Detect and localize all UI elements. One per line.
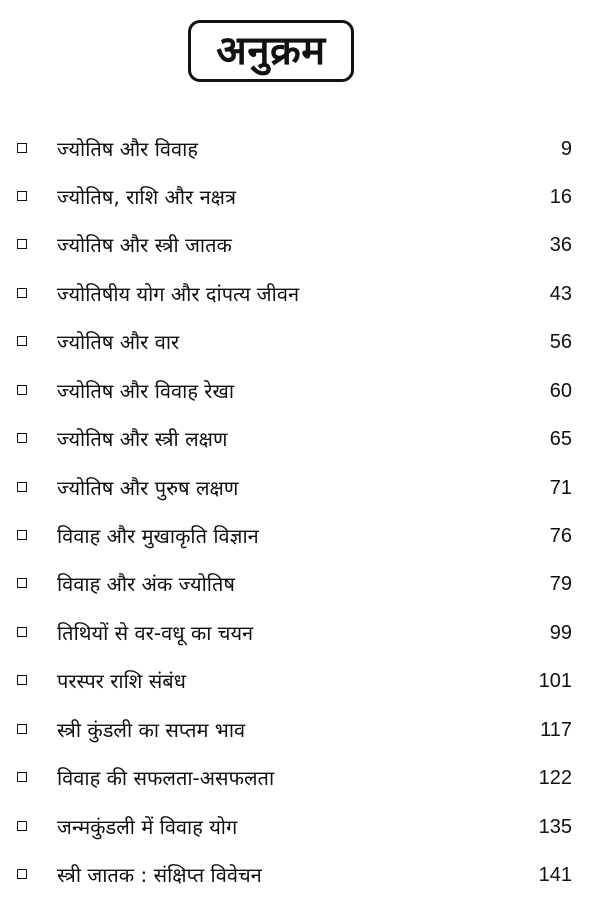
- toc-entry-page: 36: [549, 234, 572, 256]
- checkbox-bullet-icon: [17, 675, 27, 685]
- toc-entry-title: विवाह और अंक ज्योतिष: [57, 572, 235, 596]
- checkbox-bullet-icon: [17, 433, 27, 443]
- checkbox-bullet-icon: [17, 627, 27, 637]
- toc-entry[interactable]: [0, 471, 600, 505]
- toc-entry-title: ज्योतिष और स्त्री जातक: [57, 233, 232, 257]
- toc-entry-title: विवाह की सफलता-असफलता: [57, 766, 275, 790]
- toc-entry[interactable]: [0, 761, 600, 795]
- toc-entry-page: 99: [549, 622, 572, 644]
- checkbox-bullet-icon: [17, 191, 27, 201]
- checkbox-bullet-icon: [17, 288, 27, 298]
- checkbox-bullet-icon: [17, 869, 27, 879]
- toc-entry[interactable]: [0, 616, 600, 650]
- toc-entry[interactable]: [0, 180, 600, 214]
- toc-entry-page: 65: [549, 428, 572, 450]
- toc-entry[interactable]: [0, 519, 600, 553]
- toc-entry[interactable]: [0, 422, 600, 456]
- toc-entry[interactable]: [0, 277, 600, 311]
- toc-entry[interactable]: [0, 567, 600, 601]
- checkbox-bullet-icon: [17, 772, 27, 782]
- toc-entry-title: ज्योतिष और वार: [57, 330, 180, 354]
- toc-entry-page: 71: [549, 477, 572, 499]
- toc-entry[interactable]: [0, 374, 600, 408]
- toc-entry-page: 122: [538, 767, 572, 789]
- checkbox-bullet-icon: [17, 385, 27, 395]
- toc-entry-title: विवाह और मुखाकृति विज्ञान: [57, 524, 259, 548]
- contents-heading: अनुक्रम: [216, 28, 326, 74]
- toc-entry-title: जन्मकुंडली में विवाह योग: [57, 815, 238, 839]
- toc-entry[interactable]: [0, 858, 600, 892]
- toc-entry[interactable]: [0, 713, 600, 747]
- toc-entry-title: ज्योतिष, राशि और नक्षत्र: [57, 185, 237, 209]
- toc-entry-title: तिथियों से वर-वधू का चयन: [57, 621, 254, 645]
- toc-entry-title: स्त्री जातक : संक्षिप्त विवेचन: [57, 863, 262, 887]
- toc-entry-title: परस्पर राशि संबंध: [57, 669, 186, 693]
- checkbox-bullet-icon: [17, 239, 27, 249]
- toc-entry[interactable]: [0, 228, 600, 262]
- toc-entry-page: 135: [538, 816, 572, 838]
- checkbox-bullet-icon: [17, 578, 27, 588]
- toc-entry[interactable]: [0, 810, 600, 844]
- toc-entry-page: 16: [549, 186, 572, 208]
- toc-entry-page: 56: [549, 331, 572, 353]
- toc-entry[interactable]: [0, 664, 600, 698]
- checkbox-bullet-icon: [17, 821, 27, 831]
- checkbox-bullet-icon: [17, 143, 27, 153]
- checkbox-bullet-icon: [17, 336, 27, 346]
- toc-entry-title: ज्योतिषीय योग और दांपत्य जीवन: [57, 282, 300, 306]
- toc-entry-title: ज्योतिष और विवाह: [57, 137, 198, 161]
- toc-entry-page: 76: [549, 525, 572, 547]
- checkbox-bullet-icon: [17, 530, 27, 540]
- toc-entry-title: ज्योतिष और स्त्री लक्षण: [57, 427, 228, 451]
- toc-entry-page: 101: [538, 670, 572, 692]
- toc-entry-title: स्त्री कुंडली का सप्तम भाव: [57, 718, 246, 742]
- toc-entry-page: 79: [549, 573, 572, 595]
- toc-entry-title: ज्योतिष और पुरुष लक्षण: [57, 476, 239, 500]
- toc-entry[interactable]: [0, 132, 600, 166]
- checkbox-bullet-icon: [17, 482, 27, 492]
- toc-entry-page: 117: [540, 719, 572, 741]
- toc-entry-page: 141: [538, 864, 572, 886]
- toc-entry-page: 9: [560, 138, 572, 160]
- checkbox-bullet-icon: [17, 724, 27, 734]
- toc-entry-title: ज्योतिष और विवाह रेखा: [57, 379, 235, 403]
- toc-entry-page: 60: [549, 380, 572, 402]
- toc-entry[interactable]: [0, 325, 600, 359]
- toc-entry-page: 43: [549, 283, 572, 305]
